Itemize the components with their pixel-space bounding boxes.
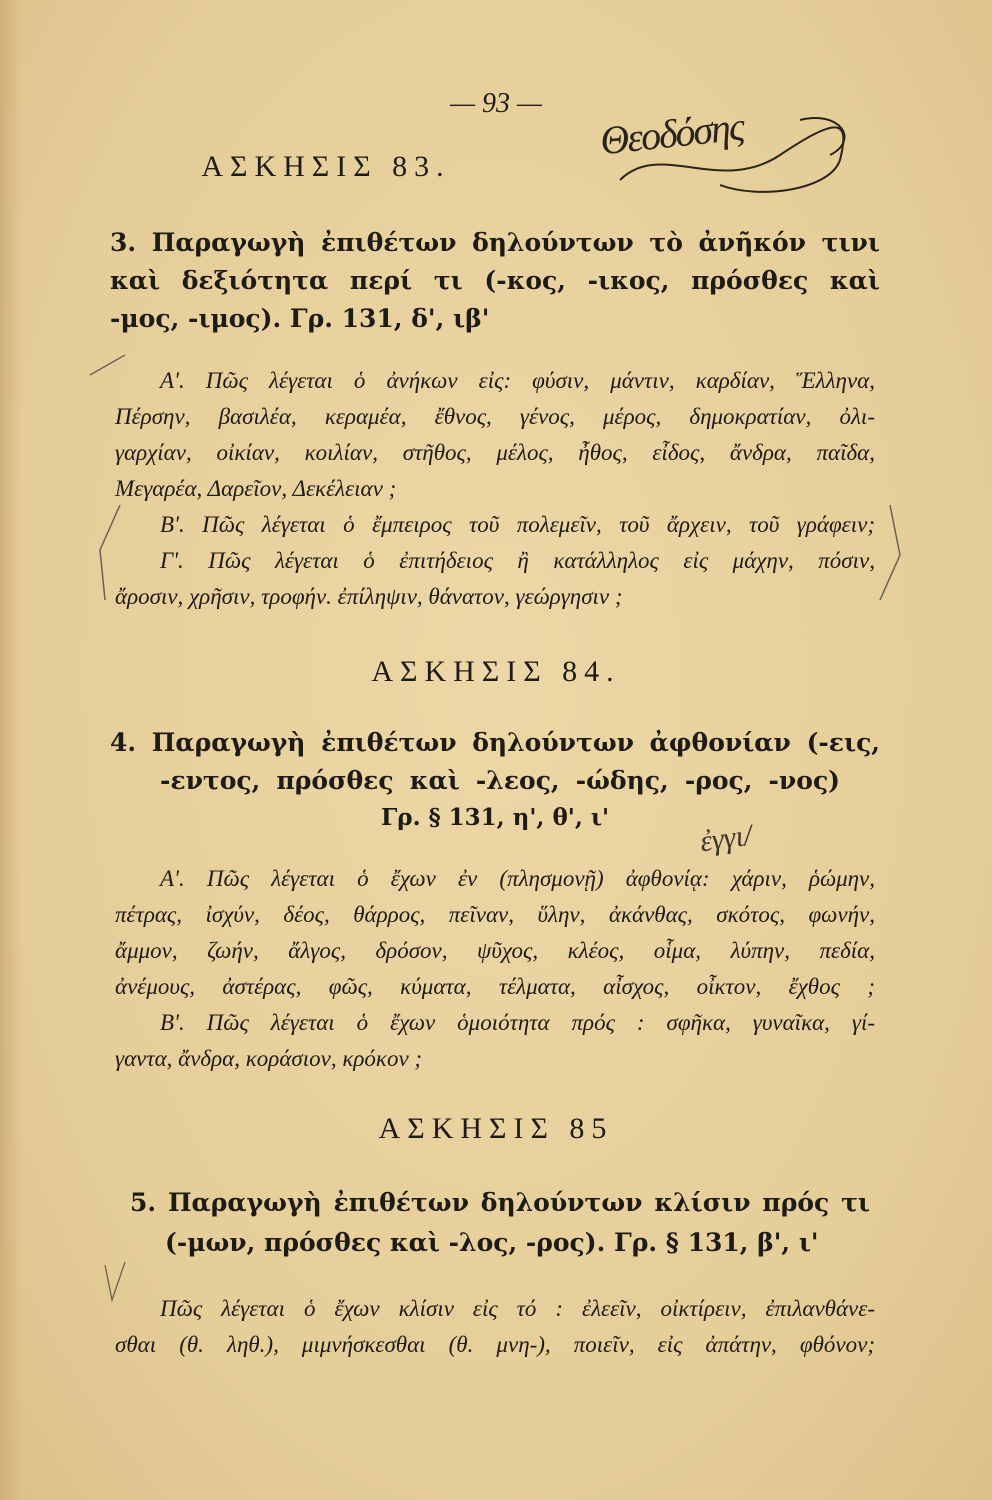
exercise-84-body-line: πέτρας, ἰσχύν, δέος, θάρρος, πεῖναν, ὕλην, ἀκάνθας, σκότος, φωνήν, <box>115 902 875 927</box>
pencil-margin-mark-right <box>870 500 930 610</box>
page-edge-shadow <box>0 0 22 1500</box>
exercise-84-body-line: ἀνέμους, ἀστέρας, φῶς, κύματα, τέλματα, αἶσχος, οἶκτον, ἔχθος ; <box>115 974 875 999</box>
signature-flourish <box>600 100 860 210</box>
exercise-83-body-line: Β'. Πῶς λέγεται ὁ ἔμπειρος τοῦ πολεμεῖν, τοῦ ἄρχειν, τοῦ γράφειν; <box>160 512 875 537</box>
exercise-84-heading: ΑΣΚΗΣΙΣ 84. <box>371 655 621 688</box>
exercise-84-title-line-3: Γρ. § 131, η', θ', ι' <box>380 804 610 831</box>
exercise-84-body-line: γαντα, ἄνδρα, κοράσιον, κρόκον ; <box>115 1046 423 1071</box>
exercise-85-heading: ΑΣΚΗΣΙΣ 85 <box>378 1112 614 1145</box>
exercise-83-title-line-2: καὶ δεξιότητα περί τι (-κος, -ικος, πρόσθες καὶ <box>110 266 880 295</box>
handwritten-margin-note: ἐγγι/ <box>697 818 755 859</box>
exercise-83-body-line: γαρχίαν, οἰκίαν, κοιλίαν, στῆθος, μέλος, ἦθος, εἶδος, ἄνδρα, παῖδα, <box>115 440 875 465</box>
exercise-85-body-line: Πῶς λέγεται ὁ ἔχων κλίσιν εἰς τό : ἐλεεῖν, οἰκτίρειν, ἐπιλανθάνε- <box>160 1296 875 1321</box>
pencil-check-mark <box>100 1260 130 1310</box>
exercise-84-body-line: Α'. Πῶς λέγεται ὁ ἔχων ἐν (πλησμονῇ) ἀφθονίᾳ: χάριν, ῥώμην, <box>160 866 875 891</box>
signature-text: Θεοδόσης <box>598 103 746 164</box>
exercise-84-body-line: ἄμμον, ζωήν, ἄλγος, δρόσον, ψῦχος, κλέος, οἷμα, λύπην, πεδία, <box>115 938 875 963</box>
exercise-83-body-line: Γ'. Πῶς λέγεται ὁ ἐπιτήδειος ἢ κατάλληλος εἰς μάχην, πόσιν, <box>160 548 875 573</box>
exercise-84-title-line-1: 4. Παραγωγὴ ἐπιθέτων δηλούντων ἀφθονίαν (-εις, <box>110 728 880 757</box>
exercise-83-body-line: Α'. Πῶς λέγεται ὁ ἀνήκων εἰς: φύσιν, μάντιν, καρδίαν, Ἕλληνα, <box>160 368 875 393</box>
exercise-83-title-line-3: -μος, -ιμος). Γρ. 131, δ', ιβ' <box>110 304 490 333</box>
exercise-83-heading: ΑΣΚΗΣΙΣ 83. <box>201 150 451 183</box>
exercise-84-body-line: Β'. Πῶς λέγεται ὁ ἔχων ὁμοιότητα πρός : σφῆκα, γυναῖκα, γί- <box>160 1010 875 1035</box>
exercise-85-title-line-1: 5. Παραγωγὴ ἐπιθέτων δηλούντων κλίσιν πρός τι <box>130 1188 870 1217</box>
page-number: — 93 — <box>450 88 542 119</box>
exercise-83-title-line-1: 3. Παραγωγὴ ἐπιθέτων δηλούντων τὸ ἀνῆκόν τινι <box>110 228 880 257</box>
pencil-margin-mark-left <box>80 500 140 610</box>
exercise-83-body-line: ἄροσιν, χρῆσιν, τροφήν. ἐπίληψιν, θάνατον, γεώργησιν ; <box>115 584 623 609</box>
exercise-85-body-line: σθαι (θ. ληθ.), μιμνήσκεσθαι (θ. μνη-), ποιεῖν, εἰς ἀπάτην, φθόνον; <box>115 1332 875 1357</box>
pencil-tick-mark <box>85 350 135 380</box>
exercise-83-body-line: Πέρσην, βασιλέα, κεραμέα, ἔθνος, γένος, μέρος, δημοκρατίαν, ὀλι- <box>115 404 875 429</box>
exercise-85-title-line-2: (-μων, πρόσθες καὶ -λος, -ρος). Γρ. § 131, β', ι' <box>165 1228 819 1257</box>
exercise-83-body-line: Μεγαρέα, Δαρεῖον, Δεκέλειαν ; <box>115 476 397 501</box>
exercise-84-title-line-2: -εντος, πρόσθες καὶ -λεος, -ώδης, -ρος, -νος) <box>160 766 840 795</box>
